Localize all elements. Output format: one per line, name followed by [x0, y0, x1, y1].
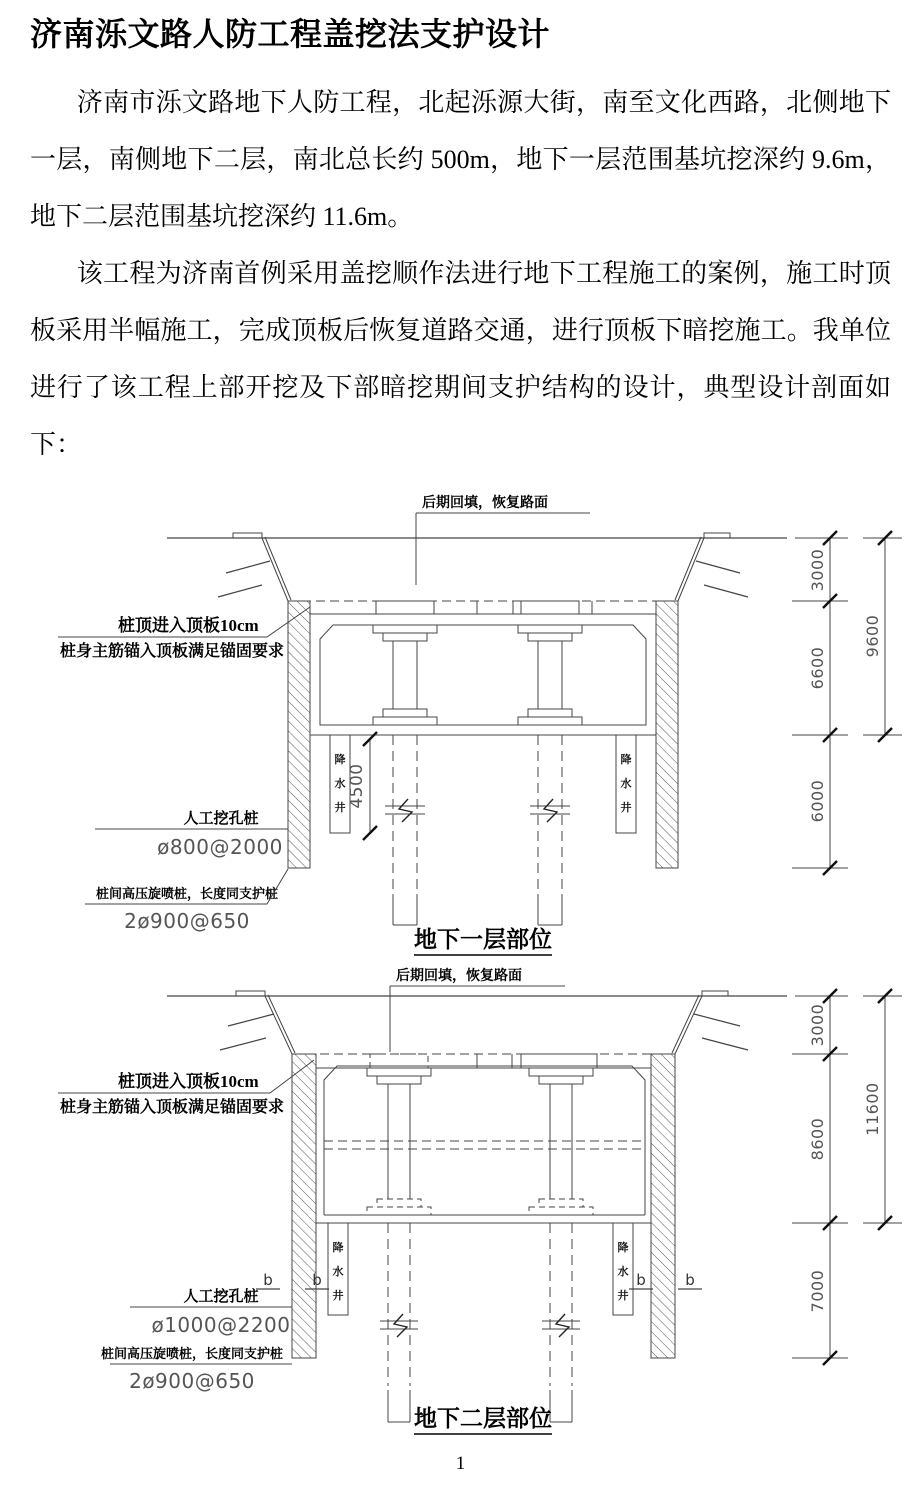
excavation-slope-left: [220, 995, 295, 1054]
well-label-char1: 降: [334, 754, 346, 766]
dim-below: 6000: [808, 779, 827, 823]
basement-level1-section-drawing: [30, 473, 919, 958]
pile-top-note2: 桩身主筋锚入顶板满足锚固要求: [60, 1099, 285, 1116]
pile-top-note1: 桩顶进入顶板10cm: [118, 616, 259, 635]
diagram-basement-level2: [30, 958, 891, 1443]
bored-pile-spec: ø800@2000: [157, 835, 283, 859]
dim-overall: 11600: [863, 1082, 882, 1136]
jet-pile-spec: 2ø900@650: [124, 909, 250, 933]
ground-line: [167, 533, 787, 538]
dim-cover: 3000: [808, 1003, 827, 1047]
well-label-char2: 水: [332, 1266, 344, 1278]
excavation-slope-left: [218, 537, 291, 601]
foundation-piles: [385, 735, 570, 925]
structure-interior: [320, 625, 646, 725]
paragraph-2: 该工程为济南首例采用盖挖顺作法进行地下工程施工的案例，施工时顶板采用半幅施工，完成顶板后恢复道路交通，进行顶板下暗挖施工。我单位进行了该工程上部开挖及下部暗挖期间支护结构的设计，典型设计剖面如下：: [30, 259, 891, 459]
retaining-pile-wall-left: [288, 601, 310, 868]
page-number: 1: [455, 1453, 466, 1474]
dim-structure: 8600: [808, 1117, 827, 1161]
well-label-char1: 降: [620, 754, 632, 766]
ground-line: [167, 991, 787, 996]
section-marker-b3: b: [636, 1271, 646, 1289]
excavation-slope-right: [672, 995, 748, 1054]
top-slab: [310, 601, 656, 614]
section-marker-b1: b: [263, 1271, 273, 1289]
diagram-caption: 地下一层部位: [414, 927, 552, 952]
retaining-pile-wall-right: [651, 1054, 675, 1358]
well-label-char2: 水: [334, 778, 346, 790]
dim-overall: 9600: [863, 614, 882, 658]
excavation-slope-right: [675, 537, 748, 601]
jet-pile-label: 桩间高压旋喷桩，长度同支护桩: [95, 886, 279, 901]
paragraph-1: 济南市泺文路地下人防工程，北起泺源大街，南至文化西路，北侧地下一层，南侧地下二层，南北总长约 500m，地下一层范围基坑挖深约 9.6m，地下二层范围基坑挖深约 11.6m。: [30, 88, 891, 231]
backfill-label: 后期回填，恢复路面: [396, 969, 522, 984]
section-marker-b2: b: [312, 1271, 322, 1289]
backfill-label: 后期回填，恢复路面: [422, 496, 548, 511]
column-1: [373, 625, 437, 725]
bored-pile-label: 人工挖孔桩: [183, 811, 259, 827]
section-marker-b4: b: [685, 1271, 695, 1289]
well-label-char3: 井: [332, 1290, 344, 1302]
dim-below: 7000: [808, 1269, 827, 1313]
pile-top-note1: 桩顶进入顶板10cm: [118, 1072, 259, 1091]
foundation-piles: [380, 1223, 580, 1422]
diagram-basement-level1: [30, 473, 891, 958]
well-depth-dim-text: 4500: [347, 763, 367, 809]
dim-structure: 6600: [808, 646, 827, 690]
column-2: [518, 625, 582, 725]
structure-interior: [324, 1066, 645, 1215]
well-label-char2: 水: [620, 778, 632, 790]
middle-slab-dashed: [324, 1141, 645, 1149]
dim-cover: 3000: [808, 548, 827, 592]
retaining-pile-wall-left: [292, 1054, 316, 1358]
well-label-char3: 井: [334, 802, 346, 814]
bored-pile-label: 人工挖孔桩: [183, 1289, 259, 1305]
jet-pile-spec: 2ø900@650: [129, 1369, 255, 1393]
pile-top-note2: 桩身主筋锚入顶板满足锚固要求: [60, 643, 285, 660]
well-label-char3: 井: [620, 802, 632, 814]
backfill-leader: [416, 513, 590, 585]
well-label-char1: 降: [617, 1242, 629, 1254]
bored-pile-spec: ø1000@2200: [151, 1313, 291, 1337]
well-label-char3: 井: [617, 1290, 629, 1302]
diagram-caption: 地下二层部位: [414, 1406, 552, 1431]
retaining-pile-wall-right: [656, 601, 678, 868]
well-label-char2: 水: [617, 1266, 629, 1278]
basement-level2-section-drawing: [30, 958, 919, 1443]
jet-pile-label: 桩间高压旋喷桩，长度同支护桩: [100, 1346, 284, 1361]
page-title: 济南泺文路人防工程盖挖法支护设计: [30, 16, 551, 52]
well-label-char1: 降: [332, 1242, 344, 1254]
